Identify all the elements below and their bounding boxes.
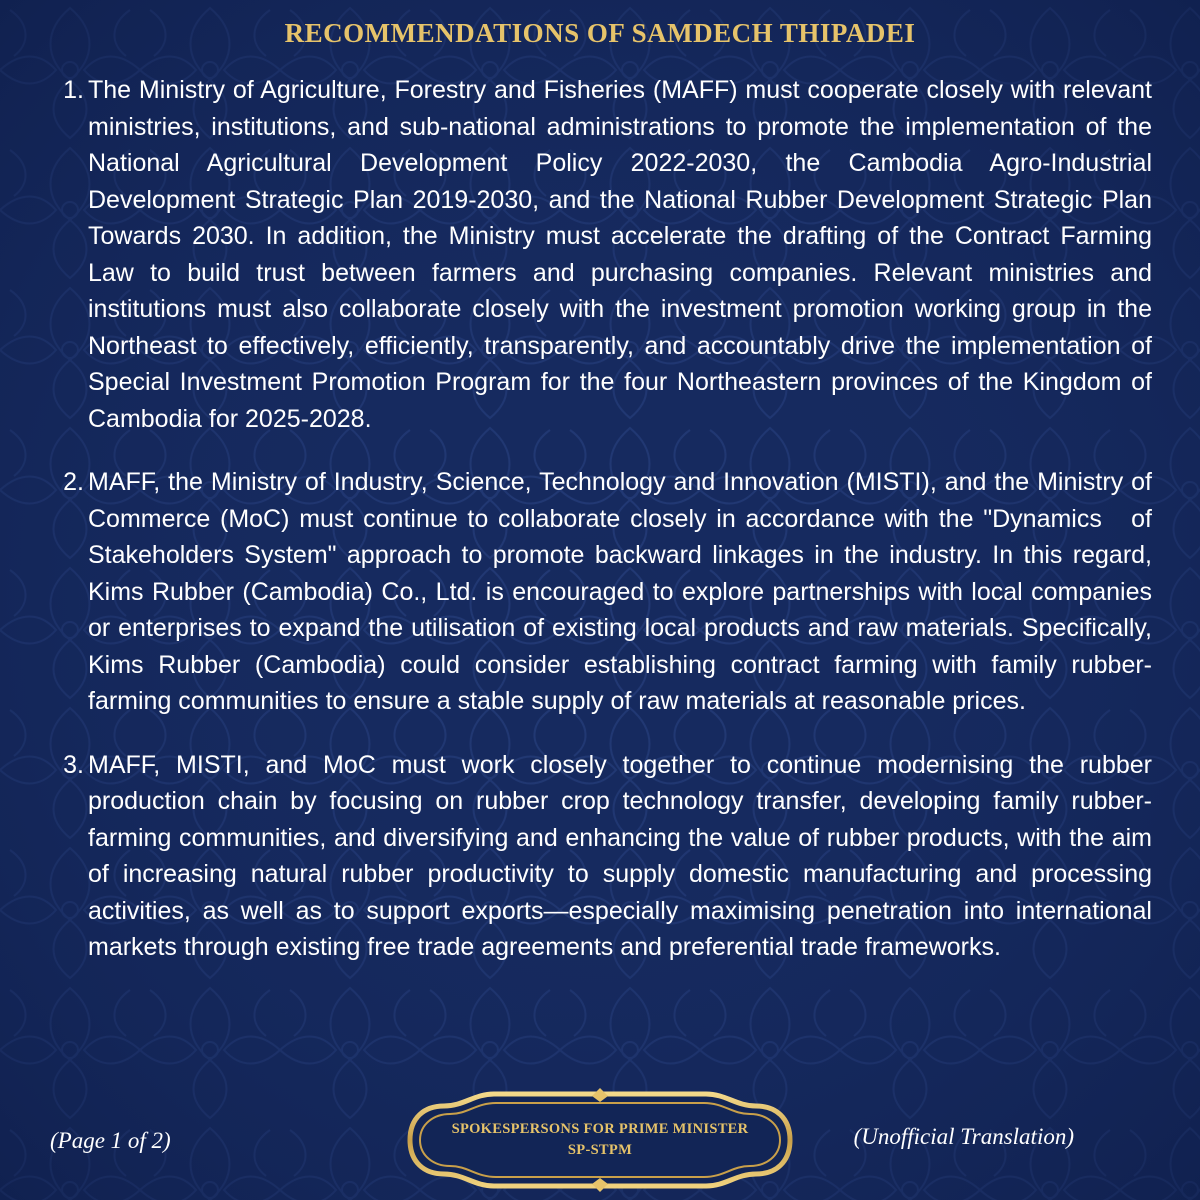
page-indicator: (Page 1 of 2) (50, 1128, 171, 1153)
emblem-title: SPOKESPERSONS FOR PRIME MINISTER (451, 1121, 749, 1137)
page-title: RECOMMENDATIONS OF SAMDECH THIPADEI (284, 18, 916, 48)
recommendation-number: 2. (63, 468, 84, 496)
recommendation-number: 3. (63, 750, 84, 779)
emblem-subtitle: SP-STPM (567, 1142, 633, 1158)
recommendation-item (48, 464, 1159, 720)
spokesperson-emblem (404, 1088, 796, 1192)
recommendation-text: The Ministry of Agriculture, Forestry and Fisheries (MAFF) must cooperate closely with relevant ministries, institutions, and sub-national administrations to promote the implementation of the National Agricultural Development Policy 2022-2030, the Cambodia Agro-Industrial Development Strategic Plan 2019-2030, and the National Rubber Development Strategic Plan Towards 2030. In addition, the Ministry must accelerate the drafting of the Contract Farming Law to build trust between farmers and purchasing companies. Relevant ministries and institutions must also collaborate closely with the investment promotion working group in the Northeast to effectively, efficiently, transparently, and accountably drive the implementation of Special Investment Promotion Program for the four Northeastern provinces of the Kingdom of Cambodia for 2025-2028. (88, 76, 1159, 433)
recommendation-text: MAFF, MISTI, and MoC must work closely together to continue modernising the rubber production chain by focusing on rubber crop technology transfer, developing family rubber-farming communities, and diversifying and enhancing the value of rubber products, with the aim of increasing natural rubber productivity to supply domestic manufacturing and processing activities, as well as to support exports—especially maximising penetration into international markets through existing free trade agreements and preferential trade frameworks. (88, 750, 1159, 961)
recommendations-list (48, 72, 1159, 993)
translation-note: (Unofficial Translation) (853, 1124, 1074, 1149)
recommendation-item (48, 72, 1159, 437)
recommendation-item (48, 747, 1159, 966)
recommendation-text: MAFF, the Ministry of Industry, Science, Technology and Innovation (MISTI), and the Ministry of Commerce (MoC) must continue to collaborate closely in accordance with the "Dynamics of Stakeholders System" approach to promote backward linkages in the industry. In this regard, Kims Rubber (Cambodia) Co., Ltd. is encouraged to explore partnerships with local companies or enterprises to expand the utilisation of existing local products and raw materials. Specifically, Kims Rubber (Cambodia) could consider establishing contract farming with family rubber-farming communities to ensure a stable supply of raw materials at reasonable prices. (88, 468, 1159, 715)
recommendation-number: 1. (63, 76, 84, 104)
emblem-frame-icon (404, 1088, 796, 1192)
